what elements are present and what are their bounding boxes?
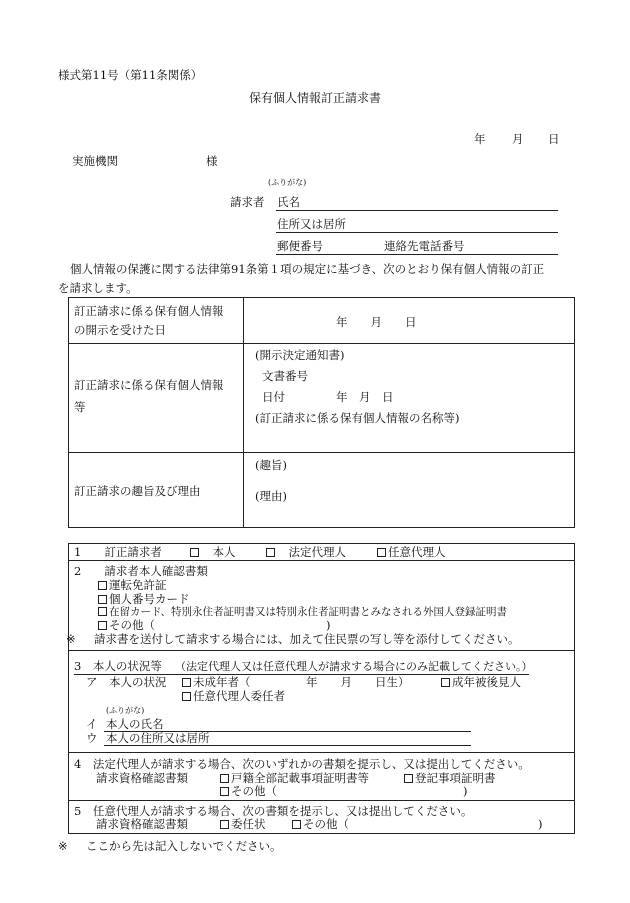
s3-address-line[interactable] xyxy=(104,745,471,746)
s2-note: 請求書を送付して請求する場合には、加えて住民票の写し等を添付してください。 xyxy=(94,632,520,646)
s-divider-4 xyxy=(68,800,575,801)
date-year: 年 xyxy=(474,132,486,146)
disclosure-date[interactable]: 年 月 日 xyxy=(336,315,417,329)
row2-label-2: 等 xyxy=(74,400,86,414)
s3-a-label: ア 本人の状況 xyxy=(86,675,167,689)
reason-label[interactable]: (理由) xyxy=(255,489,287,503)
s2-other-option[interactable] xyxy=(98,620,155,632)
purpose-label[interactable]: (趣旨) xyxy=(255,458,287,472)
row-divider-1 xyxy=(68,343,575,344)
s4-registry-option[interactable] xyxy=(404,773,496,785)
checkbox-icon[interactable] xyxy=(292,820,301,829)
intro-line-1: 個人情報の保護に関する法律第91条第１項の規定に基づき、次のとおり保有個人情報の訂正 xyxy=(70,262,545,276)
s2-mynumber-label: 個人番号カード xyxy=(109,592,190,606)
honorific: 様 xyxy=(206,154,218,168)
s5-other-close: ) xyxy=(538,817,543,831)
date-day: 日 xyxy=(548,132,560,146)
name-line[interactable] xyxy=(276,210,558,211)
checkbox-icon[interactable] xyxy=(404,774,413,783)
s4-title: 4 法定代理人が請求する場合、次のいずれかの書類を提示し、又は提出してください。 xyxy=(74,757,530,771)
date-month: 月 xyxy=(512,132,524,146)
s5-title: 5 任意代理人が請求する場合、次の書類を提示し、又は提出してください。 xyxy=(74,804,473,818)
s2-note-mark: ※ xyxy=(66,632,76,646)
requester-label: 請求者 xyxy=(230,195,265,209)
s2-residence-option[interactable] xyxy=(98,607,507,618)
checkbox-icon[interactable] xyxy=(220,787,229,796)
s3-ward-option[interactable] xyxy=(441,677,521,689)
s5-poa-label: 委任状 xyxy=(231,817,266,831)
row1-label-2: の開示を受けた日 xyxy=(74,323,166,337)
s1-voluntary-label: 任意代理人 xyxy=(388,545,446,559)
s3-note: （法定代理人又は任意代理人が請求する場合にのみ記載してください。） xyxy=(175,660,533,673)
checkbox-icon[interactable] xyxy=(98,581,107,590)
row3-label: 訂正請求の趣旨及び理由 xyxy=(74,484,201,498)
postal-label: 郵便番号 xyxy=(277,239,323,253)
s3-ward-label: 成年被後見人 xyxy=(452,675,521,689)
s-divider-1 xyxy=(68,560,575,561)
intro-line-2: を請求します。 xyxy=(58,281,138,295)
checkbox-icon[interactable] xyxy=(182,678,191,687)
s2-mynumber-option[interactable] xyxy=(98,594,190,606)
requester-name-label: 氏名 xyxy=(277,195,300,209)
s1-legal-option[interactable] xyxy=(266,547,346,559)
checkbox-icon[interactable] xyxy=(377,548,386,557)
s4-family-register-option[interactable] xyxy=(220,773,369,785)
checkbox-icon[interactable] xyxy=(98,607,107,616)
checkbox-icon[interactable] xyxy=(220,820,229,829)
info-name-label[interactable]: (訂正請求に係る保有個人情報の名称等) xyxy=(255,411,460,425)
s4-label: 請求資格確認書類 xyxy=(96,771,188,785)
s1-title: 1 訂正請求者 xyxy=(74,545,162,559)
s3-principal-name-label: 本人の氏名 xyxy=(106,717,164,731)
row2-label-1: 訂正請求に係る保有個人情報 xyxy=(74,378,224,392)
footer-mark: ※ xyxy=(58,839,68,853)
s3-minor-birthdate[interactable]: 年 月 日生） xyxy=(306,675,410,689)
s3-principal-label: 任意代理人委任者 xyxy=(193,689,285,703)
s4-other-close: ) xyxy=(463,784,468,798)
s3-minor-option[interactable] xyxy=(182,677,251,689)
row1-label-1: 訂正請求に係る保有個人情報 xyxy=(74,304,224,318)
notice-date[interactable]: 年 月 日 xyxy=(336,390,394,404)
checkbox-icon[interactable] xyxy=(182,692,191,701)
s2-other-label: その他（ xyxy=(109,618,155,632)
s3-principal-address-label: 本人の住所又は居所 xyxy=(106,731,210,745)
s3-furigana: (ふりがな) xyxy=(106,706,145,715)
s2-title: 2 請求者本人確認書類 xyxy=(74,564,208,578)
notice-date-label: 日付 xyxy=(262,390,285,404)
s3-minor-label: 未成年者（ xyxy=(193,675,251,689)
checkbox-icon[interactable] xyxy=(98,595,107,604)
s4-other-label: その他（ xyxy=(231,784,277,798)
s2-license-option[interactable] xyxy=(98,580,167,592)
s4-registry-label: 登記事項証明書 xyxy=(415,771,496,785)
s1-self-label: 本人 xyxy=(212,545,236,559)
notice-label: (開示決定通知書) xyxy=(255,348,345,362)
row-divider-2 xyxy=(68,452,575,453)
requester-furigana: (ふりがな) xyxy=(268,178,307,187)
requester-address-label: 住所又は居所 xyxy=(277,217,346,231)
s5-other-option[interactable] xyxy=(292,819,349,831)
checkbox-icon[interactable] xyxy=(190,548,199,557)
s2-other-close: ) xyxy=(326,618,331,632)
s3-title: 3 本人の状況等 xyxy=(74,659,162,673)
checkbox-icon[interactable] xyxy=(220,774,229,783)
table-divider xyxy=(243,297,244,528)
s-divider-3 xyxy=(68,752,575,753)
phone-label: 連絡先電話番号 xyxy=(384,239,465,253)
checkbox-icon[interactable] xyxy=(441,678,450,687)
page-title: 保有個人情報訂正請求書 xyxy=(249,91,382,105)
s5-label: 請求資格確認書類 xyxy=(96,817,188,831)
s-divider-2 xyxy=(68,650,575,651)
agency-label: 実施機関 xyxy=(72,154,118,168)
checkbox-icon[interactable] xyxy=(266,548,275,557)
form-number: 様式第11号（第11条関係） xyxy=(58,68,203,82)
s2-residence-label: 在留カード、特別永住者証明書又は特別永住者証明書とみなされる外国人登録証明書 xyxy=(109,606,508,618)
s3-i-mark: イ xyxy=(86,717,98,731)
s1-legal-label: 法定代理人 xyxy=(288,545,346,559)
s5-poa-option[interactable] xyxy=(220,819,266,831)
s1-voluntary-option[interactable] xyxy=(377,547,446,559)
footer-note: ここから先は記入しないでください。 xyxy=(86,839,282,853)
contact-line[interactable] xyxy=(276,254,558,255)
checkbox-icon[interactable] xyxy=(98,621,107,630)
s1-self-option[interactable] xyxy=(190,547,236,559)
docno-label[interactable]: 文書番号 xyxy=(262,369,308,383)
s3-principal-option[interactable] xyxy=(182,691,285,703)
s4-family-register-label: 戸籍全部記載事項証明書等 xyxy=(231,771,369,785)
address-line[interactable] xyxy=(276,232,558,233)
s4-other-option[interactable] xyxy=(220,786,277,798)
s5-other-label: その他（ xyxy=(303,817,349,831)
s2-license-label: 運転免許証 xyxy=(109,578,167,592)
s3-u-mark: ウ xyxy=(86,731,98,745)
